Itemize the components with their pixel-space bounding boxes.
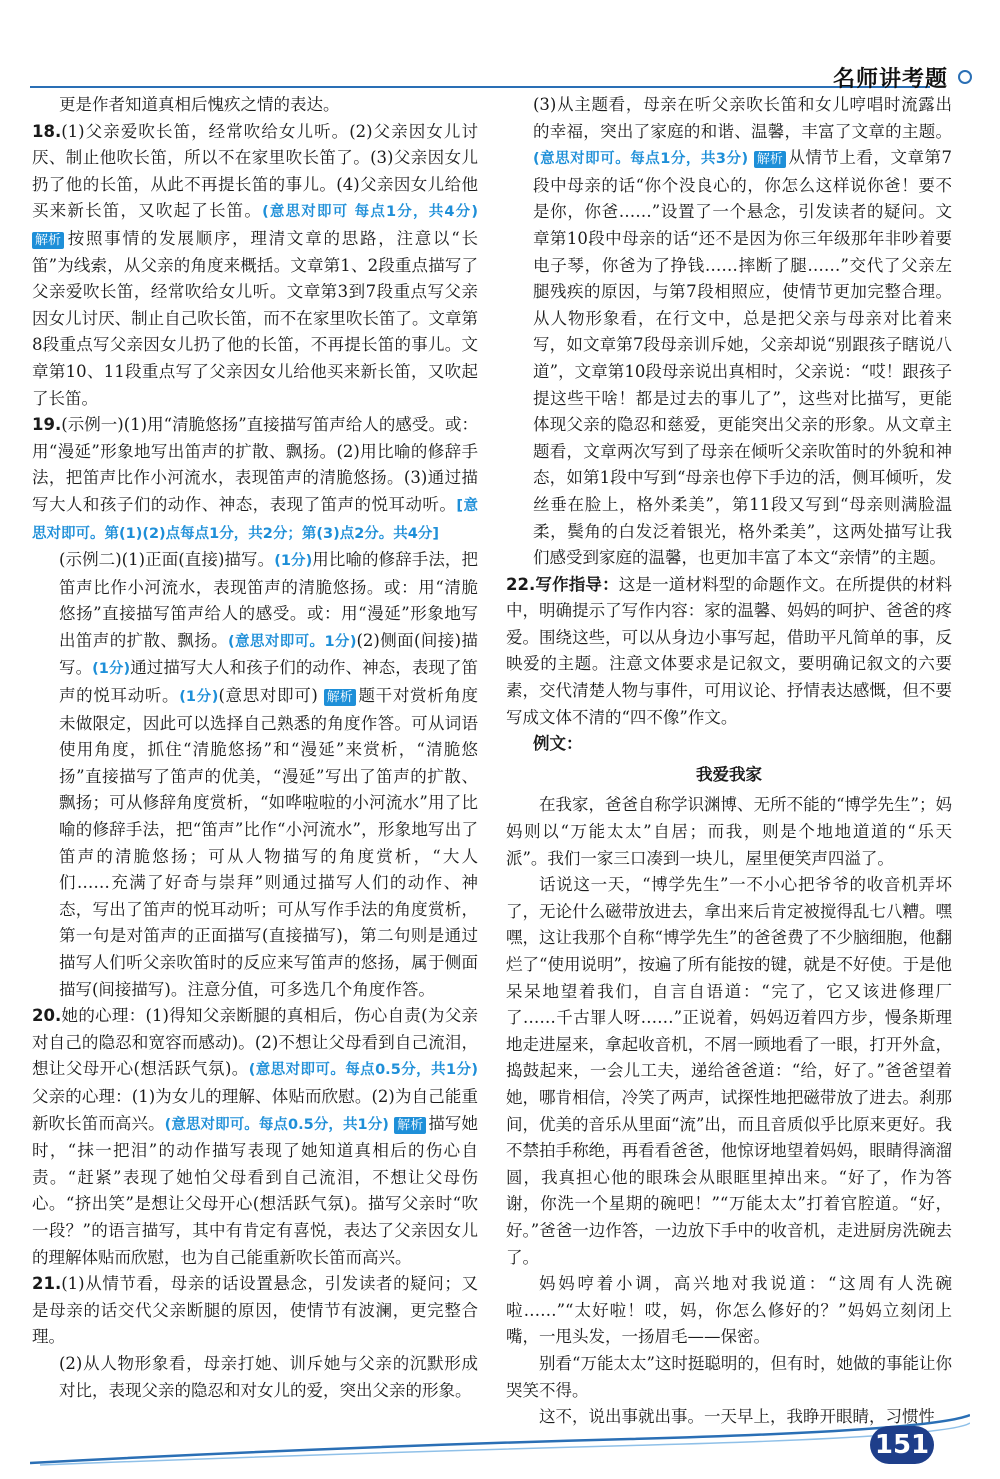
right-column <box>506 92 952 1431</box>
answer-22 <box>506 572 952 732</box>
essay-paragraph: 话说这一天，“博学先生”一不小心把爷爷的收音机弄坏了，无论什么磁带放进去，拿出来后肯定被搅得乱七八糟。嘿嘿，这让我那个自称“博学先生”的爸爸费了不少脑细胞，他翻烂了“使用说明”，按遍了所有能按的键，就是不好使。于是他呆呆地望着我们，自言自语道：“完了，它又该进修理厂了……千古罪人呀……”正说着，妈妈迈着四方步，慢条斯理地走进屋来，拿起收音机，不屑一顾地看了一眼，打开外盒，捣鼓起来，一会儿工夫，递给爸爸道：“给，好了。”爸爸望着她，哪肯相信，冷笑了两声，试探性地把磁带放了进去。刹那间，优美的音乐从里面“流”出，而且音质似乎比原来更好。我不禁拍手称绝，再看看爸爸，他惊讶地望着妈妈，眼睛得滴溜圆，我真担心他的眼珠会从眼眶里掉出来。“好了，作为答谢，你洗一个星期的碗吧！”“万能太太”打着官腔道。“好，好。”爸爸一边作答，一边放下手中的收音机，走进厨房洗碗去了。 <box>506 875 952 1267</box>
answer-text: (3)从主题看，母亲在听父亲吹长笛和女儿哼唱时流露出的幸福，突出了家庭的和谐、温馨，丰富了文章的主题。 <box>533 95 952 141</box>
answer-text: 父亲的心理：(1)为女儿的理解、体贴而欣慰。(2)为自己能重新吹长笛而高兴。 <box>32 1086 478 1133</box>
score-note: [意思对即可。第(1)(2)点每点1分，共2分；第(3)点2分。共4分] <box>32 497 478 542</box>
score-note: (意思对即可。每点0.5分，共1分) <box>248 1062 479 1079</box>
answer-text: (示例二)(1)正面(直接)描写。 <box>59 550 275 570</box>
analysis-text: 描写她时，“抹一把泪”的动作描写表现了她知道真相后的伤心自责。“赶紧”表现了她怕父母看到自己流泪，不想让父母伤心。“挤出笑”是想让父母开心(想活跃气氛)。描写父亲时“吹一段？”的语言描写，其中有肯定有喜悦，表达了父亲因女儿的理解体贴而欣慰，也为自己能重新吹长笛而高兴。 <box>32 1113 479 1267</box>
analysis-text: 从情节上看，文章第7段中母亲的话“你个没良心的，你怎么这样说你爸！要不是你，你爸……”设置了一个悬念，引发读者的疑问。文章第10段中母亲的话“还不是因为你三年级那年非吵着要电子琴，你爸为了挣钱……摔断了腿……”交代了父亲左腿残疾的原因，与第7段相照应，使情节更加完整合理。从人物形象看，在行文中，总是把父亲与母亲对比着来写，如文章第7段母亲训斥她，父亲却说“别跟孩子瞎说八道”，文章第10段母亲说出真相时，父亲说：“哎！跟孩子提这些干啥！都是过去的事儿了”，这些对比描写，更能体现父亲的隐忍和慈爱，更能突出父亲的形象。从文章主题看，文章两次写到了母亲在倾听父亲吹笛时的外貌和神态，如第1段中写到“母亲也停下手边的活，侧耳倾听，发丝垂在脸上，格外柔美”，第11段又写到“母亲则满脸温柔，鬓角的白发泛着银光，格外柔美”，这两处描写让我们感受到家庭的温馨，也更加丰富了本文“亲情”的主题。 <box>533 148 953 568</box>
question-number: 22. <box>506 574 536 594</box>
answer-text: 用比喻的修辞手法，把笛声比作小河流水，表现笛声的清脆悠扬。或：用“清脆悠扬”直接描写笛声给人的感受。或：用“漫延”形象地写出笛声的扩散、飘扬。 <box>59 550 478 650</box>
analysis-tag: 解析 <box>324 689 356 706</box>
score-note: (意思对即可。1分) <box>228 633 357 650</box>
answer-text: (2)侧面(间接)描写。 <box>59 630 479 678</box>
analysis-tag: 解析 <box>754 151 786 168</box>
example-label: 例文： <box>533 734 583 754</box>
answer-19 <box>32 412 478 547</box>
answer-18 <box>32 119 478 413</box>
essay-body <box>506 792 952 1430</box>
header-dot-icon <box>958 70 972 84</box>
analysis-tag: 解析 <box>394 1117 426 1134</box>
answer-text: (意思对即可) <box>218 686 318 706</box>
score-note: (1分) <box>92 661 131 678</box>
answer-20 <box>32 1003 478 1271</box>
score-note: (1分) <box>179 689 219 706</box>
header-title: 名师讲考题 <box>832 67 948 92</box>
analysis-text: 按照事情的发展顺序，理清文章的思路，注意以“长笛”为线索，从父亲的角度来概括。文章第1、2段重点描写了父亲爱吹长笛，经常吹给女儿听。文章第3到7段重点写父亲因女儿讨厌、制止自己吹长笛，而不在家里吹长笛了。文章第8段重点写父亲因女儿扔了他的长笛，不再提长笛的事儿。文章第10、11段重点写了父亲因女儿给他买来新长笛，又吹起了长笛。 <box>32 228 478 408</box>
answer-21-part3 <box>506 92 952 572</box>
answer-text: 通过描写大人和孩子们的动作、神态，表现了笛声的悦耳动听。 <box>59 658 479 706</box>
answer-19-example2 <box>32 547 478 1003</box>
question-number: 21. <box>32 1274 62 1294</box>
question-number: 20. <box>32 1006 62 1026</box>
answer-21 <box>32 1271 478 1351</box>
left-column <box>32 92 478 1404</box>
score-note: (1分) <box>274 553 313 570</box>
score-note: (意思对即可。每点0.5分，共1分) <box>164 1116 389 1133</box>
essay-paragraph: 在我家，爸爸自称学识渊博、无所不能的“博学先生”；妈妈则以“万能太太”自居；而我，则是个地地道道的“乐天派”。我们一家三口凑到一块儿，屋里便笑声四溢了。 <box>506 795 952 868</box>
answer-text: (1)从情节看，母亲的话设置悬念，引发读者的疑问；又是母亲的话交代父亲断腿的原因，使情节有波澜，更完整合理。 <box>32 1274 478 1347</box>
answer-text: 这是一道材料型的命题作文。在所提供的材料中，明确提示了写作内容：家的温馨、妈妈的呵护、爸爸的疼爱。围绕这些，可以从身边小事写起，借助平凡简单的事，反映爱的主题。注意文体要求是记叙文，要明确记叙文的六要素，交代清楚人物与事件，可用议论、抒情表达感慨，但不要写成文体不清的“四不像”作文。 <box>506 574 953 727</box>
essay-paragraph: 别看“万能太太”这时挺聪明的，但有时，她做的事能让你哭笑不得。 <box>506 1353 952 1400</box>
answer-21-part2: (2)从人物形象看，母亲打她、训斥她与父亲的沉默形成对比，表现父亲的隐忍和对女儿的爱，突出父亲的形象。 <box>59 1353 478 1400</box>
answer-text: (1)父亲爱吹长笛，经常吹给女儿听。(2)父亲因女儿讨厌、制止他吹长笛，所以不在家里吹长笛了。(3)父亲因女儿扔了他的长笛，从此不再提长笛的事儿。(4)父亲因女儿给他买来新长笛，又吹起了长笛。 <box>32 121 478 221</box>
score-note: (意思对即可 每点1分，共4分) <box>262 204 478 221</box>
question-number: 18. <box>32 121 62 141</box>
answer-text: 她的心理：(1)得知父亲断腿的真相后，伤心自责(为父亲对自己的隐忍和宽容而感动)。(2)不想让父母看到自己流泪，想让父母开心(想活跃气氛)。 <box>32 1006 478 1079</box>
writing-guide-label: 写作指导： <box>535 574 619 594</box>
essay-paragraph: 这不，说出事就出事。一天早上，我睁开眼睛，习惯性 <box>539 1407 935 1427</box>
footer-swoosh <box>30 1413 970 1467</box>
essay-paragraph: 妈妈哼着小调，高兴地对我说道：“这周有人洗碗啦……”“太好啦！哎，妈，你怎么修好的？”妈妈立刻闭上嘴，一甩头发，一扬眉毛——保密。 <box>506 1274 952 1347</box>
analysis-text: 题干对赏析角度未做限定，因此可以选择自己熟悉的角度作答。可从词语使用角度，抓住“清脆悠扬”和“漫延”来赏析，“清脆悠扬”直接描写了笛声的优美，“漫延”写出了笛声的扩散、飘扬；可从修辞角度赏析，“如哗啦啦的小河流水”用了比喻的修辞手法，把“笛声”比作“小河流水”，形象地写出了笛声的清脆悠扬；可从人物描写的角度赏析，“大人们……充满了好奇与崇拜”则通过描写人们的动作、神态，写出了笛声的悦耳动听；可从写作手法的角度赏析，第一句是对笛声的正面描写(直接描写)，第二句则是通过描写人们听父亲吹笛时的反应来写笛声的悠扬，属于侧面描写(间接描写)。注意分值，可多选几个角度作答。 <box>59 686 479 999</box>
page-number: 151 <box>870 1426 934 1464</box>
answer-text: (示例一)(1)用“清脆悠扬”直接描写笛声给人的感受。或：用“漫延”形象地写出笛声的扩散、飘扬。(2)用比喻的修辞手法，把笛声比作小河流水，表现笛声的清脆悠扬。(3)通过描写大人和孩子们的动作、神态，表现了笛声的悦耳动听。 <box>32 415 478 514</box>
score-note: (意思对即可。每点1分，共3分) <box>533 151 749 168</box>
analysis-tag: 解析 <box>32 232 64 249</box>
header-rule <box>30 86 930 88</box>
question-number: 19. <box>32 415 62 435</box>
essay-title: 我爱我家 <box>696 764 762 784</box>
paragraph: 更是作者知道真相后愧疚之情的表达。 <box>59 95 340 114</box>
